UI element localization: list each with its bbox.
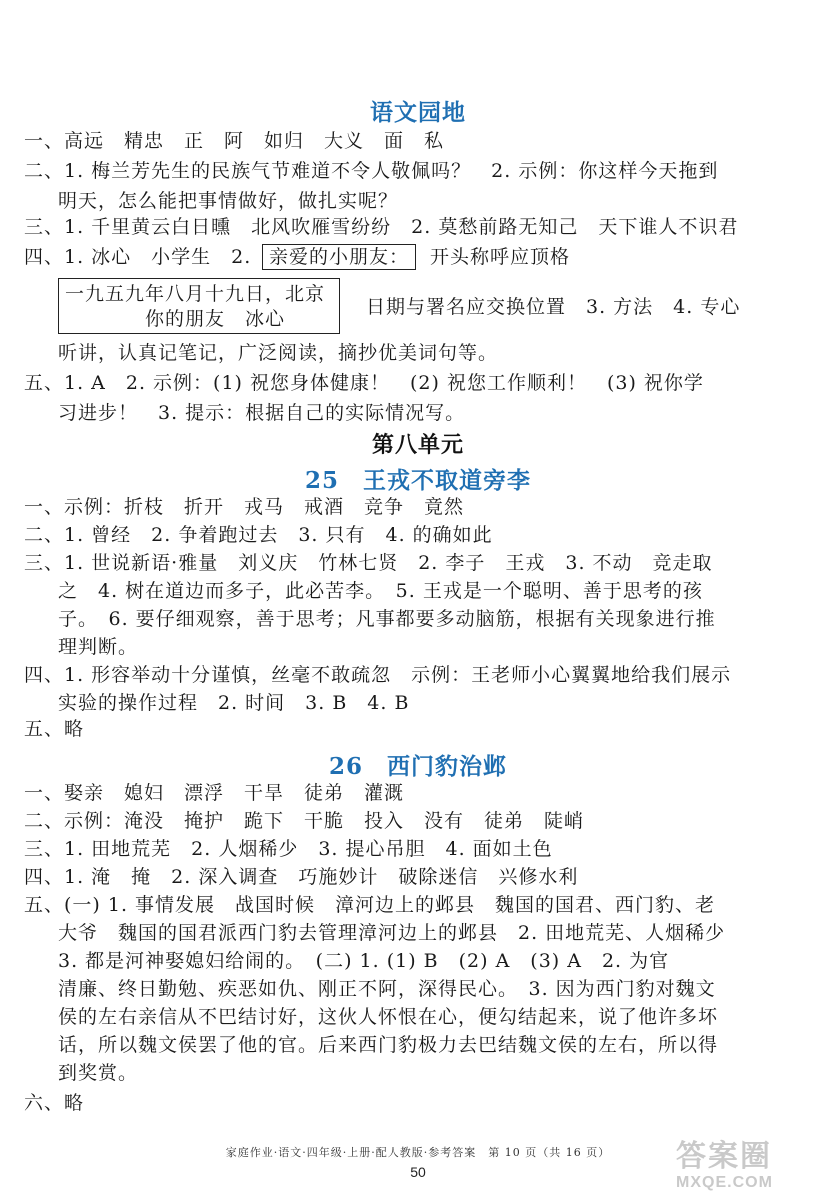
answer-line: 听讲，认真记笔记，广泛阅读，摘抄优美词句等。 xyxy=(58,342,499,364)
answer-line: 清廉、终日勤勉、疾恶如仇、刚正不阿，深得民心。 3. 因为西门豹对魏文 xyxy=(58,978,716,1000)
answer-line: 明天，怎么能把事情做好，做扎实呢？ xyxy=(58,190,399,212)
watermark-logo-bottom: MXQE.COM xyxy=(676,1174,773,1191)
lesson-26-title: 26 西门豹治邺 xyxy=(328,753,507,780)
answer-line: 二、示例：淹没 掩护 跪下 干脆 投入 没有 徒弟 陡峭 xyxy=(24,810,585,832)
section-title-yuwen-yuandi: 语文园地 xyxy=(370,99,466,126)
answer-line: 3. 都是河神娶媳妇给闹的。 (二) 1. (1) B (2) A (3) A 2. 为官 xyxy=(58,950,670,972)
answer-line: 日期与署名应交换位置 3. 方法 4. 专心 xyxy=(366,296,741,318)
answer-line: 一、示例：折枝 折开 戎马 戒酒 竞争 竟然 xyxy=(24,496,465,518)
answer-line: 子。 6. 要仔细观察，善于思考；凡事都要多动脑筋，根据有关现象进行推 xyxy=(58,608,716,630)
answer-line: 之 4. 树在道边而多子，此必苦李。 5. 王戎是一个聪明、善于思考的孩 xyxy=(58,580,703,602)
answer-line: 到奖赏。 xyxy=(58,1062,139,1084)
answer-line: 四、1. 冰心 小学生 2. xyxy=(24,246,252,268)
answer-line: 四、1. 形容举动十分谨慎，丝毫不敢疏忽 示例：王老师小心翼翼地给我们展示 xyxy=(24,664,732,686)
unit-title: 第八单元 xyxy=(371,432,464,458)
answer-line: 三、1. 世说新语·雅量 刘义庆 竹林七贤 2. 李子 王戎 3. 不动 竞走取 xyxy=(24,552,713,574)
answer-line: 二、1. 曾经 2. 争着跑过去 3. 只有 4. 的确如此 xyxy=(24,524,493,546)
answer-line: 二、1. 梅兰芳先生的民族气节难道不令人敬佩吗？ 2. 示例：你这样今天拖到 xyxy=(24,160,719,182)
answer-line: 开头称呼应顶格 xyxy=(430,246,571,268)
letter-date: 一九五九年八月十九日，北京 xyxy=(65,283,326,305)
page-number: 50 xyxy=(410,1164,426,1180)
answer-line: 三、1. 千里黄云白日曛 北风吹雁雪纷纷 2. 莫愁前路无知己 天下谁人不识君 xyxy=(24,216,739,238)
letter-closing-box xyxy=(58,278,340,334)
page-footer: 家庭作业·语文·四年级·上册·配人教版·参考答案 第 10 页（共 16 页） xyxy=(225,1146,611,1159)
answer-line: 五、(一) 1. 事情发展 战国时候 漳河边上的邺县 魏国的国君、西门豹、老 xyxy=(24,894,716,916)
answer-line: 三、1. 田地荒芜 2. 人烟稀少 3. 提心吊胆 4. 面如土色 xyxy=(24,838,553,860)
answer-line: 实验的操作过程 2. 时间 3. B 4. B xyxy=(58,692,410,714)
answer-line: 六、略 xyxy=(24,1092,85,1114)
answer-line: 话，所以魏文侯罢了他的官。后来西门豹极力去巴结魏文侯的左右，所以得 xyxy=(58,1034,719,1056)
answer-line: 一、娶亲 媳妇 漂浮 干旱 徒弟 灌溉 xyxy=(24,782,405,804)
lesson-25-title: 25 王戎不取道旁李 xyxy=(304,467,531,494)
answer-line: 一、高远 精忠 正 阿 如归 大义 面 私 xyxy=(24,130,445,152)
watermark-logo-top: 答案圈 xyxy=(676,1140,772,1173)
letter-signature: 你的朋友 冰心 xyxy=(145,308,286,330)
answer-line: 五、1. A 2. 示例：(1) 祝您身体健康！ (2) 祝您工作顺利！ (3) 祝你学 xyxy=(24,372,704,394)
answer-line: 大爷 魏国的国君派西门豹去管理漳河边上的邺县 2. 田地荒芜、人烟稀少 xyxy=(58,922,726,944)
letter-greeting-box: 亲爱的小朋友： xyxy=(262,244,416,270)
answer-line: 习进步！ 3. 提示：根据自己的实际情况写。 xyxy=(58,402,466,424)
watermark-logo xyxy=(676,1140,806,1196)
answer-line: 四、1. 淹 掩 2. 深入调查 巧施妙计 破除迷信 兴修水利 xyxy=(24,866,579,888)
answer-line: 侯的左右亲信从不巴结讨好，这伙人怀恨在心，便勾结起来，说了他许多坏 xyxy=(58,1006,719,1028)
answer-line: 五、略 xyxy=(24,718,85,740)
answer-line: 理判断。 xyxy=(58,636,139,658)
